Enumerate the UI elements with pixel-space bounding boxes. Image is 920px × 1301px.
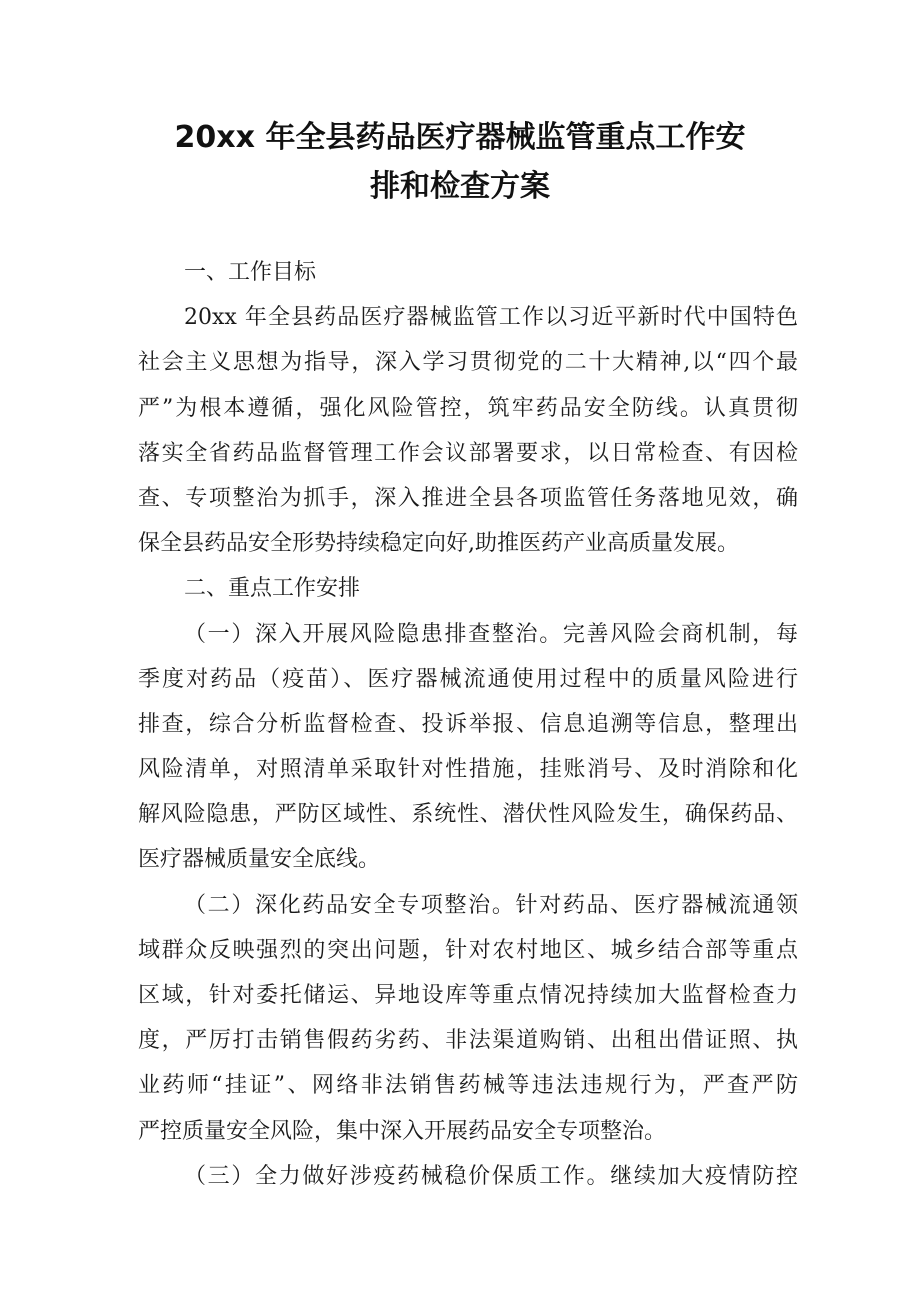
body-text-line: 风险清单，对照清单采取针对性措施，挂账消号、及时消除和化 <box>138 757 798 783</box>
body-text-line: 严控质量安全风险，集中深入开展药品安全专项整治。 <box>138 1118 667 1144</box>
body-text-line: （一）深入开展风险隐患排查整治。完善风险会商机制，每 <box>184 621 798 647</box>
body-text-line: 排查，综合分析监督检查、投诉举报、信息追溯等信息，整理出 <box>138 711 798 737</box>
body-text-line: 查、专项整治为抓手，深入推进全县各项监管任务落地见效，确 <box>138 485 798 511</box>
body-text-line: （二）深化药品安全专项整治。针对药品、医疗器械流通领 <box>184 892 798 918</box>
document-title-line-2: 排和检查方案 <box>370 169 550 204</box>
body-text-line: 落实全省药品监督管理工作会议部署要求，以日常检查、有因检 <box>138 440 798 466</box>
body-text-line: 医疗器械质量安全底线。 <box>138 847 381 873</box>
body-text-line: 严”为根本遵循，强化风险管控，筑牢药品安全防线。认真贯彻 <box>138 395 798 421</box>
body-text-line: 20xx 年全县药品医疗器械监管工作以习近平新时代中国特色 <box>184 305 798 331</box>
body-text-line: 业药师“挂证”、网络非法销售药械等违法违规行为，严查严防 <box>138 1073 798 1099</box>
body-text-line: 社会主义思想为指导，深入学习贯彻党的二十大精神,以“四个最 <box>138 350 798 376</box>
body-text-line: 季度对药品（疫苗）、医疗器械流通使用过程中的质量风险进行 <box>138 666 798 692</box>
body-text-line: 域群众反映强烈的突出问题，针对农村地区、城乡结合部等重点 <box>138 937 798 963</box>
body-text-line: 度，严厉打击销售假药劣药、非法渠道购销、出租出借证照、执 <box>138 1028 798 1054</box>
body-text-line: 解风险隐患，严防区域性、系统性、潜伏性风险发生，确保药品、 <box>138 802 798 828</box>
body-text-line: 区域，针对委托储运、异地设库等重点情况持续加大监督检查力 <box>138 983 798 1008</box>
body-text-line: 保全县药品安全形势持续稳定向好,助推医药产业高质量发展。 <box>138 531 739 557</box>
body-text-line: 二、重点工作安排 <box>184 576 361 602</box>
document-title-line-1: 20xx 年全县药品医疗器械监管重点工作安 <box>174 120 746 155</box>
document-body <box>138 250 798 1199</box>
body-text-line: （三）全力做好涉疫药械稳价保质工作。继续加大疫情防控 <box>184 1163 798 1189</box>
body-text-line: 一、工作目标 <box>184 260 317 285</box>
